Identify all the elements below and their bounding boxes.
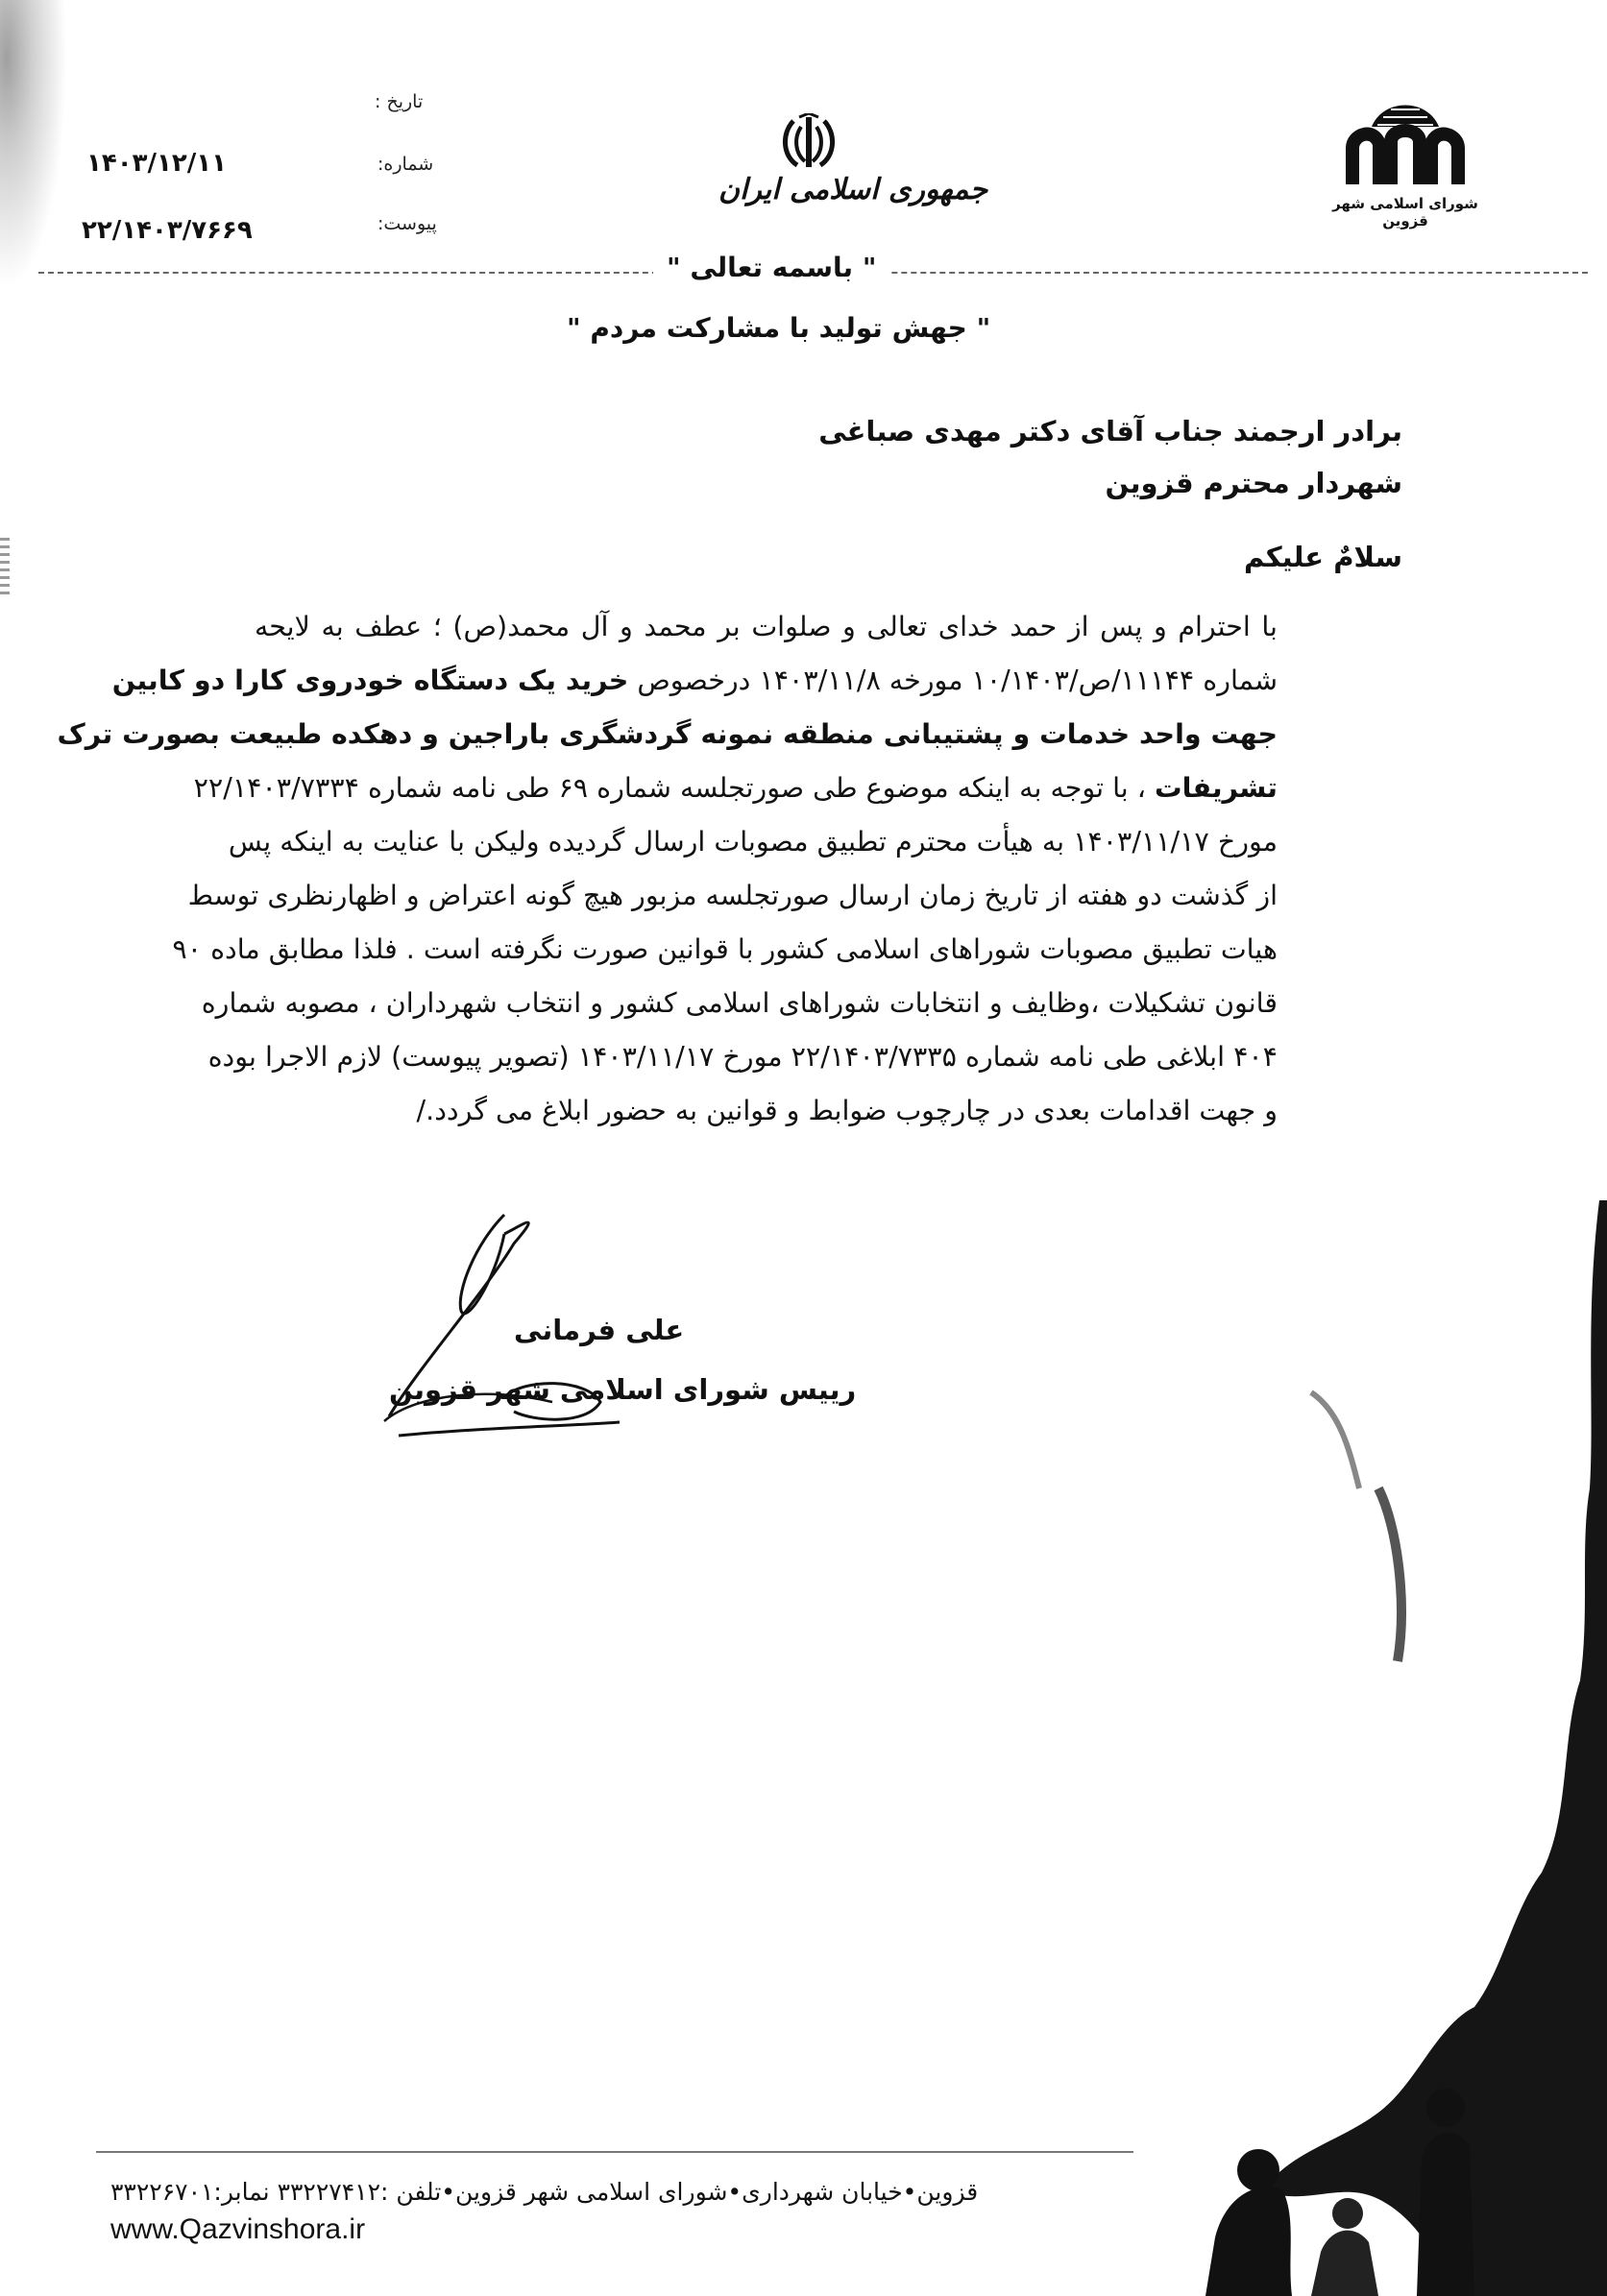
body-line: هیات تطبیق مصوبات شوراهای اسلامی کشور با قوانین صورت نگرفته است . فلذا مطابق ماده ۹۰: [172, 933, 1278, 965]
recipient-line-1: برادر ارجمند جناب آقای دکتر مهدی صباغی: [818, 415, 1402, 447]
body-bold-fragment: تشریفات: [1155, 772, 1278, 804]
body-line: [111, 654, 1278, 708]
iran-emblem-icon: [780, 113, 838, 171]
footer-address: قزوین•خیابان شهرداری•شورای اسلامی شهر قزوین•تلفن :۳۳۲۲۷۴۱۲ نمابر:۳۳۲۲۶۷۰۱: [110, 2178, 979, 2206]
body-line: و جهت اقدامات بعدی در چارچوب ضوابط و قوانین به حضور ابلاغ می گردد./: [416, 1095, 1278, 1126]
date-label: تاریخ :: [375, 91, 424, 112]
slogan: " جهش تولید با مشارکت مردم ": [567, 312, 991, 344]
body-text-fragment: شماره ۱۱۱۴۴/ص/۱۰/۱۴۰۳ مورخه ۱۴۰۳/۱۱/۸ درخصوص: [628, 665, 1278, 696]
scan-edge-artifact: [0, 0, 67, 288]
date-value: ۱۴۰۳/۱۲/۱۱: [86, 149, 227, 178]
footer-website: www.Qazvinshora.ir: [110, 2213, 366, 2245]
number-label: شماره:: [377, 154, 434, 175]
body-line: جهت واحد خدمات و پشتیبانی منطقه نمونه گردشگری باراجین و دهکده طبیعت بصورت ترک: [57, 718, 1278, 750]
body-bold-fragment: خرید یک دستگاه خودروی کارا دو کابین: [111, 665, 629, 696]
greeting: سلامٌ علیکم: [1244, 541, 1402, 573]
letter-body: [57, 600, 1278, 1138]
body-line: مورخ ۱۴۰۳/۱۱/۱۷ به هیأت محترم تطبیق مصوبات ارسال گردیده ولیکن با عنایت به اینکه پس: [228, 826, 1278, 858]
body-line: از گذشت دو هفته از تاریخ زمان ارسال صورتجلسه مزبور هیچ گونه اعتراض و اظهارنظری توسط: [187, 880, 1278, 911]
body-line: قانون تشکیلات ،وظایف و انتخابات شوراهای اسلامی کشور و انتخاب شهرداران ، مصوبه شماره: [201, 987, 1278, 1019]
signatory-name: علی فرمانی: [514, 1314, 685, 1346]
bismillah: " باسمه تعالی ": [653, 252, 889, 283]
body-text-fragment: ، با توجه به اینکه موضوع طی صورتجلسه شماره ۶۹ طی نامه شماره ۲۲/۱۴۰۳/۷۳۳۴: [193, 772, 1155, 804]
body-line: با احترام و پس از حمد خدای تعالی و صلوات بر محمد و آل محمد(ص) ؛ عطف به لایحه: [255, 611, 1278, 642]
body-line: [193, 761, 1278, 815]
signatory-title: رییس شورای اسلامی شهر قزوین: [389, 1373, 857, 1406]
recipient-line-2: شهردار محترم قزوین: [1105, 467, 1402, 499]
council-logo-text: شورای اسلامی شهر قزوین: [1332, 195, 1478, 230]
attachment-label: پیوست:: [377, 213, 437, 234]
body-line: ۴۰۴ ابلاغی طی نامه شماره ۲۲/۱۴۰۳/۷۳۳۵ مورخ ۱۴۰۳/۱۱/۱۷ (تصویر پیوست) لازم الاجرا بوده: [207, 1041, 1278, 1073]
republic-title: جمهوری اسلامی ایران: [718, 173, 988, 206]
council-logo-icon: [1324, 88, 1487, 194]
silhouette-decoration: [1090, 1200, 1607, 2296]
footer-divider: [96, 2151, 1133, 2153]
scan-edge-artifact-lower: [0, 538, 10, 595]
number-value: ۲۲/۱۴۰۳/۷۶۶۹: [82, 216, 253, 245]
